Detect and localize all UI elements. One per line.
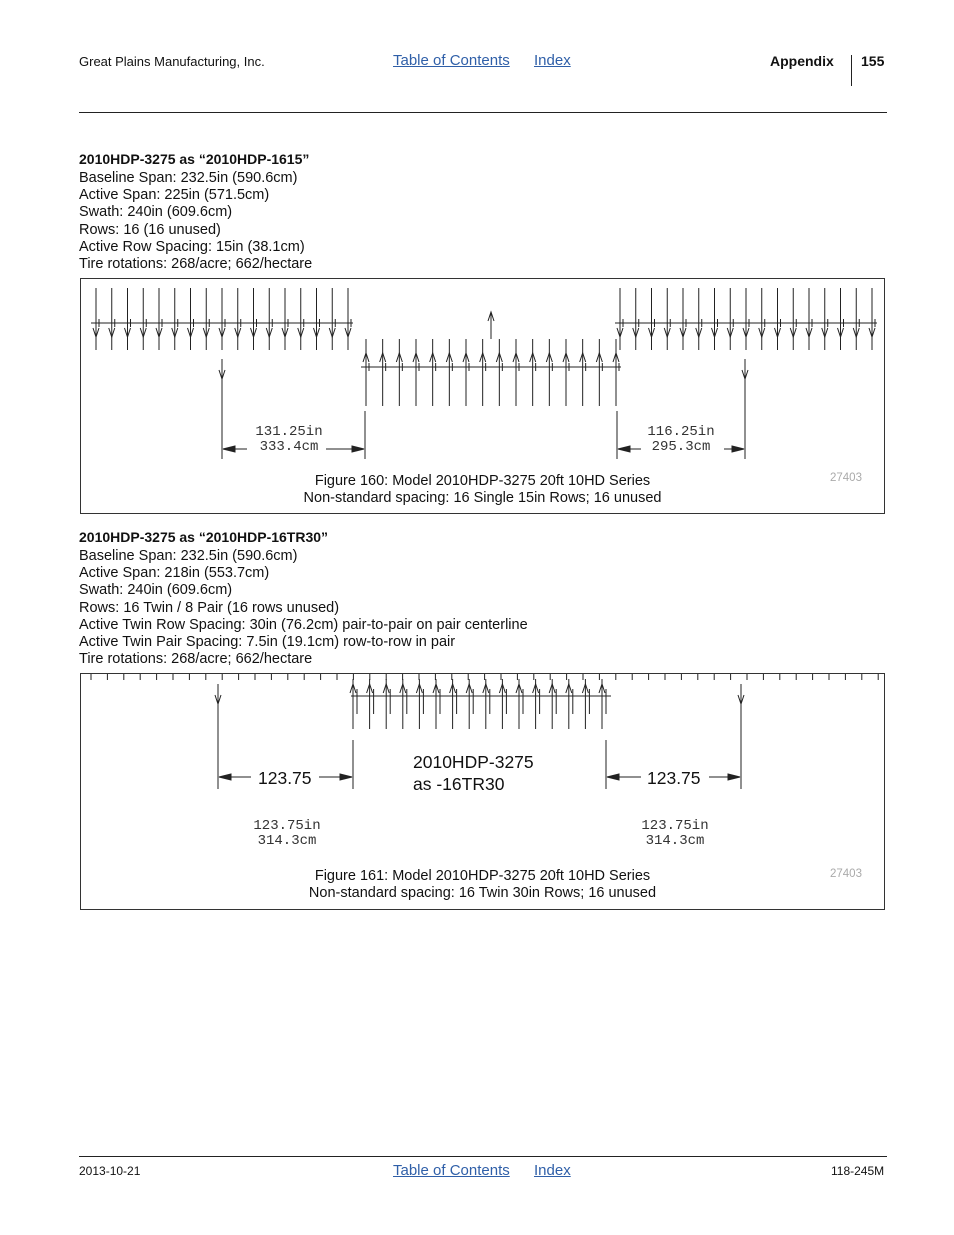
figure-160 (80, 278, 885, 514)
arrow-head (219, 774, 231, 780)
model-label-line-2: as -16TR30 (413, 774, 505, 794)
dim-right-label (631, 425, 731, 455)
spec-item: Rows: 16 (16 unused) (79, 221, 221, 238)
header-toc-link[interactable]: Table of Contents (393, 52, 510, 69)
dim-right-inches: 116.25in (647, 424, 715, 440)
footer-rule (79, 1156, 887, 1157)
spec-item: Active Span: 225in (571.5cm) (79, 187, 270, 204)
figure-160-caption (81, 473, 884, 507)
spec-item: Swath: 240in (609.6cm) (79, 204, 233, 221)
dim-left-inches: 131.25in (255, 424, 323, 440)
model-label-line-1: 2010HDP-3275 (413, 752, 534, 772)
spec-item: Active Twin Row Spacing: 30in (76.2cm) pair-to-pair on pair centerline (79, 616, 528, 633)
section1-title: 2010HDP-3275 as “2010HDP-1615” (79, 151, 310, 167)
dim-right-cm: 314.3cm (645, 833, 705, 849)
dim-right-inches: 123.75in (641, 818, 709, 834)
header-divider (851, 55, 852, 86)
caption-line-1: Figure 161: Model 2010HDP-3275 20ft 10HD Series (314, 868, 651, 884)
section2-spec-list (79, 548, 528, 668)
dim-left-label (239, 425, 339, 455)
arrow-head (732, 446, 744, 452)
arrow-head (223, 446, 235, 452)
spec-item: Baseline Span: 232.5in (590.6cm) (79, 548, 298, 564)
footer-index-link[interactable]: Index (534, 1162, 571, 1179)
arrow-head (607, 774, 619, 780)
header-rule (79, 112, 887, 113)
header-company: Great Plains Manufacturing, Inc. (79, 54, 265, 69)
spec-item: Active Twin Pair Spacing: 7.5in (19.1cm) row-to-row in pair (79, 634, 456, 651)
dim-left-inches: 123.75in (253, 818, 321, 834)
spec-item: Active Row Spacing: 15in (38.1cm) (79, 238, 305, 255)
dim-right-label (625, 819, 725, 849)
dim-left-label (237, 819, 337, 849)
figure-161 (80, 673, 885, 910)
footer-toc-link[interactable]: Table of Contents (393, 1162, 510, 1179)
dim-right-big: 123.75 (647, 768, 701, 788)
header-index-link[interactable]: Index (534, 52, 571, 69)
dim-left-big: 123.75 (258, 768, 312, 788)
figure-161-id: 27403 (830, 868, 862, 880)
spec-item: Tire rotations: 268/acre; 662/hectare (79, 256, 313, 273)
page-number: 155 (861, 53, 885, 69)
dim-left-cm: 333.4cm (259, 439, 319, 455)
figure-161-caption (81, 868, 884, 902)
figure-160-id: 27403 (830, 472, 862, 484)
header-section: Appendix (770, 53, 834, 69)
footer-doc-number: 118-245M (831, 1164, 885, 1178)
dim-left-cm: 314.3cm (257, 833, 317, 849)
caption-line-1: Figure 160: Model 2010HDP-3275 20ft 10HD Series (314, 473, 651, 489)
section1-spec-list (79, 170, 312, 273)
model-label (413, 751, 534, 795)
dim-right-cm: 295.3cm (651, 439, 711, 455)
spec-item: Rows: 16 Twin / 8 Pair (16 rows unused) (79, 599, 340, 616)
arrow-head (728, 774, 740, 780)
spec-item: Swath: 240in (609.6cm) (79, 582, 233, 599)
arrow-head (340, 774, 352, 780)
spec-item: Tire rotations: 268/acre; 662/hectare (79, 651, 313, 668)
arrow-head (352, 446, 364, 452)
caption-line-2: Non-standard spacing: 16 Single 15in Rows; 16 unused (303, 490, 662, 506)
spec-item: Active Span: 218in (553.7cm) (79, 565, 270, 582)
caption-line-2: Non-standard spacing: 16 Twin 30in Rows; 16 unused (308, 885, 657, 901)
spec-item: Baseline Span: 232.5in (590.6cm) (79, 170, 298, 186)
section2-title: 2010HDP-3275 as “2010HDP-16TR30” (79, 529, 329, 545)
arrow-head (618, 446, 630, 452)
footer-date: 2013-10-21 (79, 1164, 141, 1178)
